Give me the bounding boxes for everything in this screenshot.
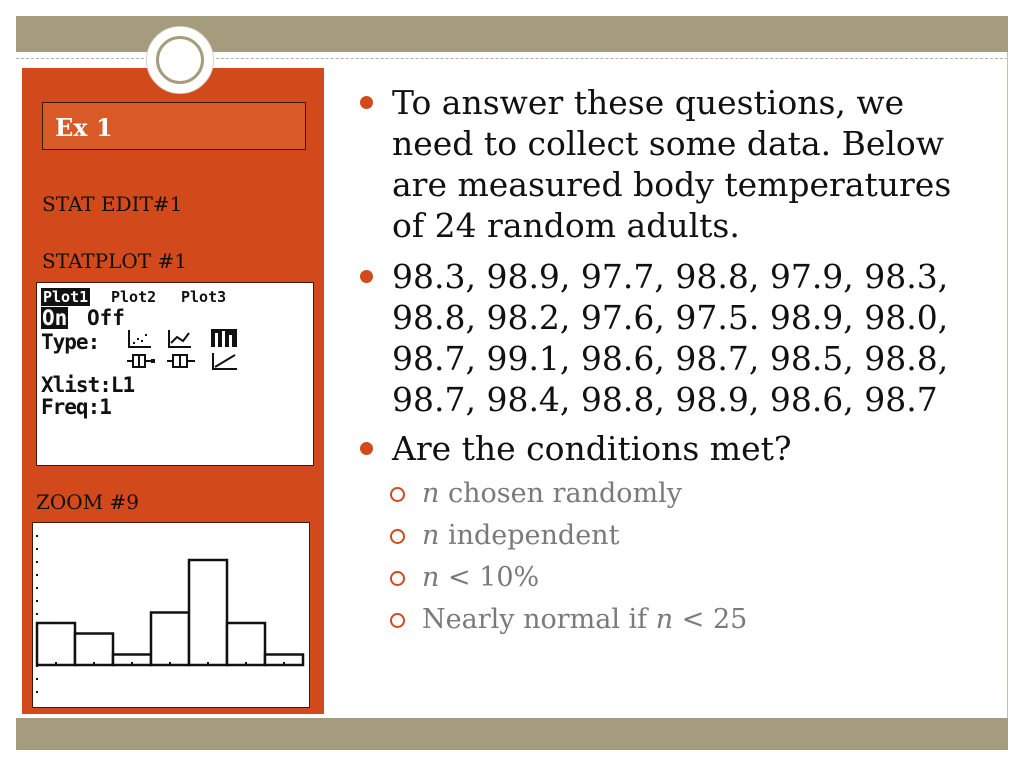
condition-independent [422, 515, 982, 557]
on-option: On [42, 306, 68, 330]
condition-text: < 10% [439, 562, 540, 593]
tick-dot [93, 662, 95, 664]
n-symbol: n [422, 478, 440, 509]
type-label: Type: [41, 330, 100, 354]
plot1-tab: Plot1 [43, 288, 89, 306]
histogram-bar [151, 613, 189, 666]
bullet-collect-data [392, 82, 982, 246]
freq-line: Freq:1 [41, 395, 111, 419]
axis-dot [36, 548, 38, 550]
histogram-bar [37, 623, 75, 665]
content-body [392, 82, 982, 641]
bullet-dot-icon [360, 442, 373, 455]
tick-dot [169, 662, 171, 664]
condition-text: < 25 [673, 604, 748, 635]
condition-nearly-normal [422, 599, 982, 641]
plot3-tab: Plot3 [181, 288, 227, 306]
bullet-conditions [392, 428, 982, 469]
xyline-type-icon [169, 330, 191, 347]
example-label: Ex 1 [55, 113, 113, 142]
zoom-label: ZOOM #9 [36, 490, 140, 514]
tick-dot [283, 662, 285, 664]
off-option: Off [87, 306, 125, 330]
ring-bullet-icon [390, 571, 405, 586]
n-symbol: n [422, 562, 440, 593]
condition-random [422, 473, 982, 515]
bottom-band [16, 718, 1008, 750]
stat-edit-label: STAT EDIT#1 [42, 192, 183, 216]
bullet-temperatures [392, 256, 982, 420]
histogram-type-icon [211, 329, 237, 347]
tick-dot [245, 662, 247, 664]
condition-prefix: Nearly normal if [422, 604, 656, 635]
histogram-bar [75, 634, 113, 666]
scatter-type-icon [129, 330, 151, 347]
axis-dot [36, 678, 38, 680]
normprob-type-icon [213, 353, 237, 369]
bullet-dot-icon [360, 270, 373, 283]
statplot-label: STATPLOT #1 [42, 249, 187, 273]
tick-dot [207, 662, 209, 664]
decorative-ring [156, 36, 204, 84]
xlist-line: Xlist:L1 [41, 373, 135, 397]
axis-dot [36, 613, 38, 615]
slide-right-edge [1007, 52, 1008, 718]
tick-dot [131, 662, 133, 664]
bullet2-text: 98.3, 98.9, 97.7, 98.8, 97.9, 98.3, 98.8, 98.2, 97.6, 97.5. 98.9, 98.0, 98.7, 99.1, 98.6, 98.7, 98.5, 98.8, 98.7, 98.4, 98.8, 98.9, 98.6, 98.7 [392, 257, 949, 419]
ring-bullet-icon [390, 529, 405, 544]
ring-bullet-icon [390, 613, 405, 628]
axis-dot [36, 535, 38, 537]
modboxplot-type-icon [127, 355, 154, 367]
statplot-screen [36, 282, 314, 466]
bullet-dot-icon [360, 96, 373, 109]
histogram-bar [227, 623, 265, 665]
plot-type-icons [125, 327, 255, 371]
tick-dot [55, 662, 57, 664]
boxplot-type-icon [167, 355, 195, 367]
plot2-tab: Plot2 [111, 288, 157, 306]
n-symbol: n [422, 520, 440, 551]
axis-dot [36, 587, 38, 589]
axis-dot [36, 691, 38, 693]
condition-text: independent [439, 520, 620, 551]
histogram-screen [32, 522, 310, 708]
bullet1-text: To answer these questions, we need to collect some data. Below are measured body temperatures of 24 random adults. [392, 83, 952, 245]
ring-bullet-icon [390, 487, 405, 502]
condition-ten-percent [422, 557, 982, 599]
bullet3-text: Are the conditions met? [392, 429, 792, 468]
axis-dot [36, 561, 38, 563]
condition-text: chosen randomly [439, 478, 682, 509]
example-box [42, 102, 306, 150]
condition-list [392, 473, 982, 641]
histogram-bar [189, 560, 227, 665]
n-symbol: n [655, 604, 674, 635]
axis-dot [36, 574, 38, 576]
histogram-chart [33, 523, 309, 707]
axis-dot [36, 600, 38, 602]
